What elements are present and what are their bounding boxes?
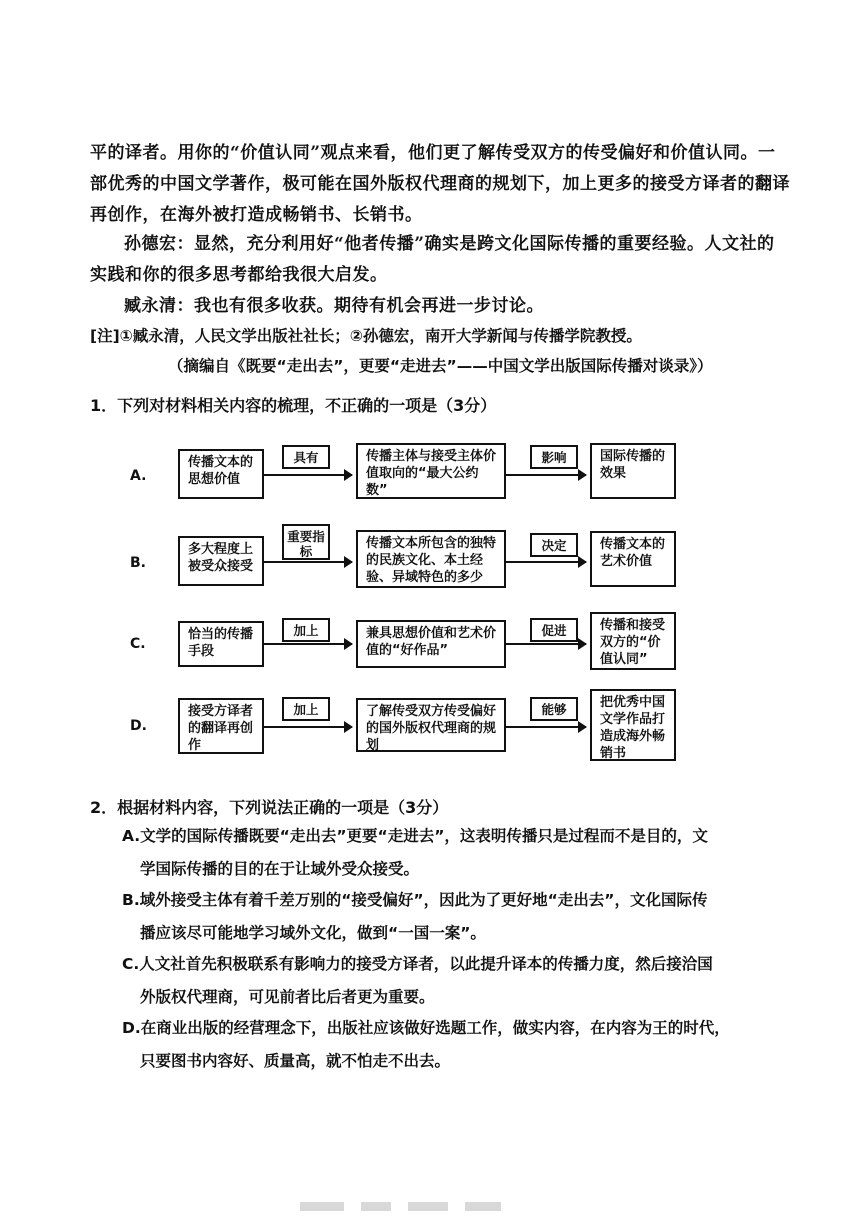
flow-box: 兼具思想价值和艺术价值的“好作品” [356,620,506,668]
flow-box: 多大程度上被受众接受 [178,536,264,586]
flow-box: 了解传受双方传受偏好的国外版权代理商的规划 [356,698,506,752]
option-line: 学国际传播的目的在于让域外受众接受。 [140,860,420,878]
flow-box: 传播文本的艺术价值 [590,531,676,587]
text-line: 臧永清：我也有很多收获。期待有机会再进一步讨论。 [124,296,544,316]
relation-tag: 加上 [282,618,330,642]
relation-tag: 影响 [530,445,578,469]
flow-box: 传播主体与接受主体价值取向的“最大公约数” [356,443,506,499]
option-line: 播应该尽可能地学习域外文化，做到“一国一案”。 [140,924,486,942]
option-c [122,948,782,1014]
arrow-icon [264,643,352,645]
footer-mark [300,1202,344,1211]
dialogue-paragraph-2 [90,229,780,291]
option-line: B.域外接受主体有着千差万别的“接受偏好”，因此为了更好地“走出去”，文化国际传 [122,891,708,909]
relation-tag: 能够 [530,697,578,721]
dialogue-paragraph-3 [90,291,780,322]
relation-tag: 具有 [282,445,330,469]
flow-box: 把优秀中国文学作品打造成海外畅销书 [590,689,676,761]
arrow-icon [506,474,586,476]
arrow-icon [264,561,352,563]
option-a [122,820,782,886]
text-line: 部优秀的中国文学著作，极可能在国外版权代理商的规划下，加上更多的接受方译者的翻译 [90,174,790,194]
option-d-label: D. [130,718,147,734]
arrow-icon [506,561,586,563]
flow-box: 国际传播的效果 [590,443,676,499]
text-line: 孙德宏：显然，充分利用好“他者传播”确实是跨文化国际传播的重要经验。人文社的 [124,234,775,254]
option-a-label: A. [130,468,147,484]
footer-mark [408,1202,448,1211]
question-1-stem: 1．下列对材料相关内容的梳理，不正确的一项是（3分） [90,396,497,415]
option-d [122,1012,782,1078]
question-2-stem: 2．根据材料内容，下列说法正确的一项是（3分） [90,798,449,817]
footer-mark [465,1202,501,1211]
page-footer [300,1196,560,1212]
arrow-icon [506,726,586,728]
flow-box: 传播文本的思想价值 [178,449,264,499]
option-b [122,884,782,950]
option-line: 外版权代理商，可见前者比后者更为重要。 [140,988,435,1006]
arrow-icon [264,474,352,476]
text-line: 实践和你的很多思考都给我很大启发。 [90,265,388,285]
option-line: 只要图书内容好、质量高，就不怕走不出去。 [140,1052,451,1070]
option-line: C.人文社首先积极联系有影响力的接受方译者，以此提升译本的传播力度，然后接洽国 [122,955,713,973]
text-line: 平的译者。用你的“价值认同”观点来看，他们更了解传受双方的传受偏好和价值认同。一 [90,143,776,163]
option-c-label: C. [130,636,146,652]
relation-tag: 决定 [530,533,578,557]
flow-box: 接受方译者的翻译再创作 [178,698,264,754]
relation-tag: 重要指标 [282,524,330,560]
option-line: A.文学的国际传播既要“走出去”更要“走进去”，这表明传播只是过程而不是目的，文 [122,827,708,845]
arrow-icon [506,643,586,645]
option-b-label: B. [130,555,146,571]
footer-mark [361,1202,391,1211]
relation-tag: 促进 [530,618,578,642]
text-line: 再创作，在海外被打造成畅销书、长销书。 [90,205,423,225]
flow-box: 传播和接受双方的“价值认同” [590,612,676,670]
dialogue-paragraph-1 [90,138,790,231]
flow-box: 恰当的传播手段 [178,621,264,667]
arrow-icon [264,726,352,728]
relation-tag: 加上 [282,697,330,721]
flow-box: 传播文本所包含的独特的民族文化、本土经验、异域特色的多少 [356,530,506,588]
footnote: [注]①臧永清，人民文学出版社社长；②孙德宏，南开大学新闻与传播学院教授。 [90,327,642,345]
option-line: D.在商业出版的经营理念下，出版社应该做好选题工作，做实内容，在内容为王的时代， [122,1019,730,1037]
source-citation: （摘编自《既要“走出去”，更要“走进去”——中国文学出版国际传播对谈录》） [168,357,713,375]
